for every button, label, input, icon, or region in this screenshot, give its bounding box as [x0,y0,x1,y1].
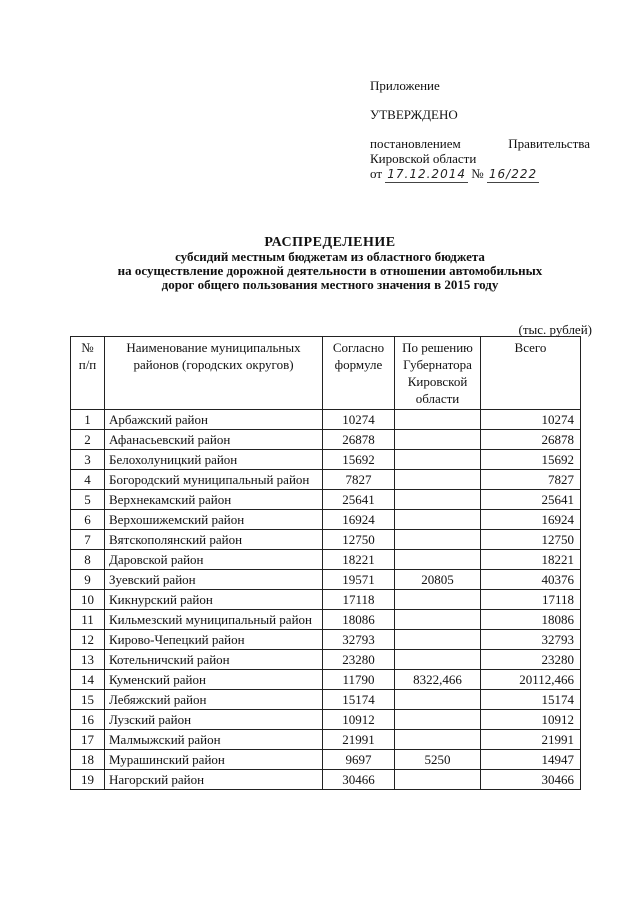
row-district-name: Кикнурский район [105,590,323,610]
region-label: Кировской области [370,151,477,166]
row-number: 7 [71,530,105,550]
row-total-value: 30466 [481,770,581,790]
table-row [71,590,581,610]
row-district-name: Афанасьевский район [105,430,323,450]
table-row [71,450,581,470]
row-district-name: Арбажский район [105,410,323,430]
decree-government: Правительства [508,136,590,151]
row-governor-value [395,610,481,630]
decree-date: 17.12.2014 [387,167,466,181]
row-governor-value [395,770,481,790]
table-row [71,510,581,530]
row-number: 17 [71,730,105,750]
row-formula-value: 26878 [323,430,395,450]
row-governor-value [395,470,481,490]
row-formula-value: 25641 [323,490,395,510]
appendix-label: Приложение [370,78,440,93]
table-row [71,690,581,710]
title-line-3: дорог общего пользования местного значения в 2015 году [161,277,499,292]
decree-number: 16/222 [488,167,538,181]
row-governor-value [395,730,481,750]
row-total-value: 10912 [481,710,581,730]
row-governor-value [395,550,481,570]
units-label: (тыс. рублей) [518,322,592,337]
row-number: 9 [71,570,105,590]
row-total-value: 23280 [481,650,581,670]
row-district-name: Кирово-Чепецкий район [105,630,323,650]
row-formula-value: 15692 [323,450,395,470]
row-formula-value: 12750 [323,530,395,550]
row-district-name: Зуевский район [105,570,323,590]
row-governor-value [395,410,481,430]
row-total-value: 32793 [481,630,581,650]
row-number: 5 [71,490,105,510]
row-district-name: Мурашинский район [105,750,323,770]
row-total-value: 16924 [481,510,581,530]
table-row [71,410,581,430]
row-number: 15 [71,690,105,710]
row-governor-value [395,650,481,670]
header-name: Наименование муниципальных районов (городских округов) [105,337,323,410]
header-governor: По решению Губернатора Кировской области [395,337,481,410]
row-governor-value: 5250 [395,750,481,770]
row-total-value: 21991 [481,730,581,750]
table-row [71,630,581,650]
row-formula-value: 9697 [323,750,395,770]
table-row [71,470,581,490]
header-formula: Согласно формуле [323,337,395,410]
row-total-value: 15174 [481,690,581,710]
subsidy-table [70,336,581,790]
row-governor-value [395,430,481,450]
row-number: 8 [71,550,105,570]
row-district-name: Кильмезский муниципальный район [105,610,323,630]
header-total: Всего [481,337,581,410]
table-row [71,650,581,670]
row-governor-value [395,630,481,650]
row-total-value: 18221 [481,550,581,570]
table-row [71,550,581,570]
row-governor-value: 8322,466 [395,670,481,690]
row-formula-value: 18221 [323,550,395,570]
row-district-name: Даровской район [105,550,323,570]
row-total-value: 7827 [481,470,581,490]
row-formula-value: 30466 [323,770,395,790]
table-header-row [71,337,581,410]
row-governor-value [395,590,481,610]
row-formula-value: 11790 [323,670,395,690]
row-total-value: 12750 [481,530,581,550]
number-sign: № [471,166,484,181]
table-row [71,770,581,790]
table-row [71,710,581,730]
row-formula-value: 10912 [323,710,395,730]
row-district-name: Вятскополянский район [105,530,323,550]
row-formula-value: 18086 [323,610,395,630]
row-governor-value [395,710,481,730]
header-num: № п/п [71,337,105,410]
row-district-name: Лузский район [105,710,323,730]
table-row [71,670,581,690]
row-formula-value: 15174 [323,690,395,710]
from-prefix: от [370,166,383,181]
row-number: 3 [71,450,105,470]
row-district-name: Куменский район [105,670,323,690]
row-district-name: Белохолуницкий район [105,450,323,470]
row-total-value: 14947 [481,750,581,770]
row-total-value: 26878 [481,430,581,450]
row-total-value: 17118 [481,590,581,610]
row-total-value: 18086 [481,610,581,630]
row-number: 2 [71,430,105,450]
row-district-name: Котельничский район [105,650,323,670]
row-number: 14 [71,670,105,690]
decree-date-line [370,166,590,183]
row-governor-value: 20805 [395,570,481,590]
table-row [71,730,581,750]
row-district-name: Богородский муниципальный район [105,470,323,490]
row-total-value: 25641 [481,490,581,510]
row-number: 16 [71,710,105,730]
row-district-name: Лебяжский район [105,690,323,710]
row-governor-value [395,450,481,470]
row-district-name: Малмыжский район [105,730,323,750]
decree-line [370,136,590,151]
row-formula-value: 23280 [323,650,395,670]
title-main: РАСПРЕДЕЛЕНИЕ [264,235,396,250]
row-total-value: 40376 [481,570,581,590]
table-row [71,490,581,510]
approval-block [370,78,590,183]
row-district-name: Нагорский район [105,770,323,790]
row-number: 19 [71,770,105,790]
row-number: 13 [71,650,105,670]
approved-label: УТВЕРЖДЕНО [370,107,458,122]
row-number: 4 [71,470,105,490]
row-governor-value [395,510,481,530]
row-number: 12 [71,630,105,650]
row-governor-value [395,690,481,710]
row-number: 10 [71,590,105,610]
row-formula-value: 17118 [323,590,395,610]
row-total-value: 20112,466 [481,670,581,690]
row-formula-value: 19571 [323,570,395,590]
row-total-value: 10274 [481,410,581,430]
row-formula-value: 32793 [323,630,395,650]
table-row [71,610,581,630]
document-title [60,236,600,292]
row-number: 1 [71,410,105,430]
row-district-name: Верхнекамский район [105,490,323,510]
row-number: 18 [71,750,105,770]
decree-word: постановлением [370,136,461,151]
title-line-2: на осуществление дорожной деятельности в отношении автомобильных [117,263,543,278]
table-body [71,410,581,790]
row-governor-value [395,490,481,510]
table-row [71,750,581,770]
row-governor-value [395,530,481,550]
row-district-name: Верхошижемский район [105,510,323,530]
table-row [71,570,581,590]
row-formula-value: 10274 [323,410,395,430]
row-formula-value: 21991 [323,730,395,750]
row-formula-value: 16924 [323,510,395,530]
table-row [71,530,581,550]
table-row [71,430,581,450]
row-number: 6 [71,510,105,530]
row-number: 11 [71,610,105,630]
row-total-value: 15692 [481,450,581,470]
title-line-1: субсидий местным бюджетам из областного бюджета [175,249,485,264]
row-formula-value: 7827 [323,470,395,490]
